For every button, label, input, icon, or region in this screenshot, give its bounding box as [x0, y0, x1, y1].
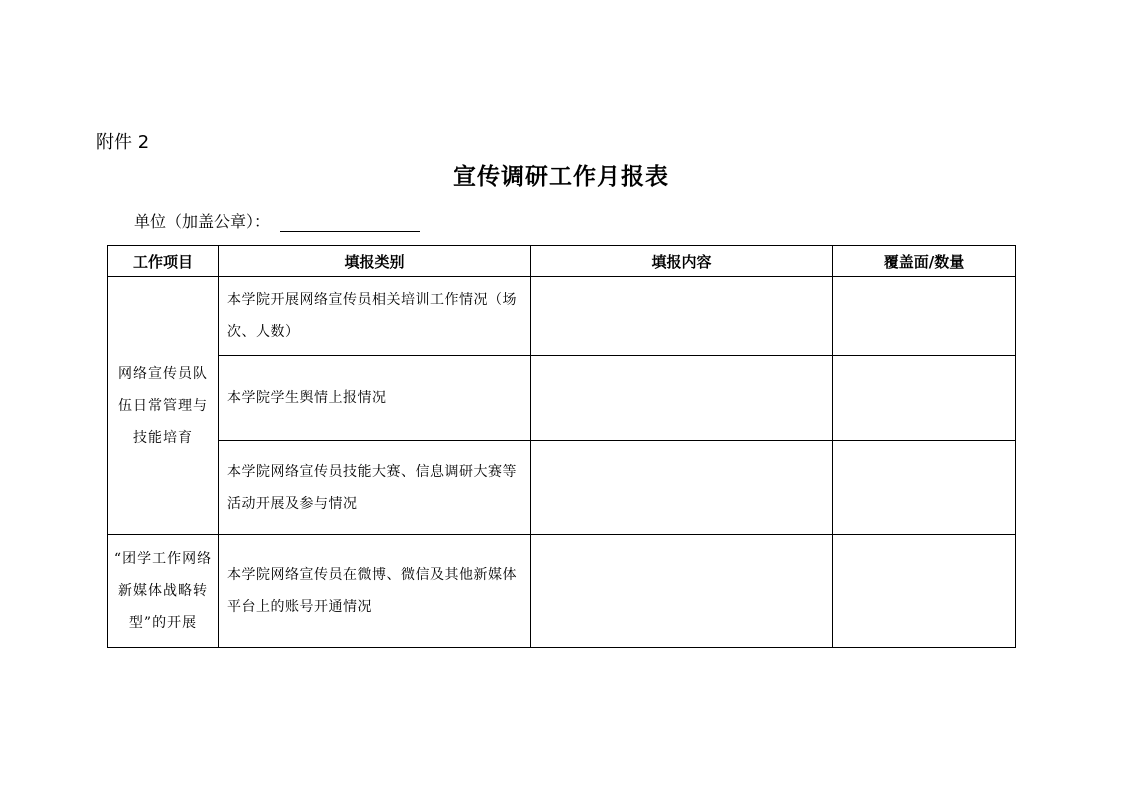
- project-text: “团学工作网络新媒体战略转型”的开展: [113, 551, 213, 631]
- content-cell: [531, 535, 833, 648]
- header-content: 填报内容: [531, 246, 833, 277]
- coverage-cell: [833, 356, 1016, 441]
- category-text: 本学院网络宣传员技能大赛、信息调研大赛等活动开展及参与情况: [227, 463, 517, 512]
- header-project: 工作项目: [108, 246, 219, 277]
- page-title: 宣传调研工作月报表: [453, 163, 669, 190]
- content-cell: [531, 277, 833, 356]
- table-row: [108, 277, 1016, 356]
- project-text: 网络宣传员队伍日常管理与技能培育: [118, 365, 208, 446]
- unit-line: [134, 209, 420, 232]
- report-table: [107, 245, 1016, 648]
- table-row: [108, 535, 1016, 648]
- table-row: [108, 356, 1016, 441]
- category-cell: [219, 441, 531, 535]
- coverage-cell: [833, 277, 1016, 356]
- category-cell: [219, 356, 531, 441]
- content-cell: [531, 441, 833, 535]
- content-cell: [531, 356, 833, 441]
- coverage-cell: [833, 441, 1016, 535]
- category-text: 本学院网络宣传员在微博、微信及其他新媒体平台上的账号开通情况: [227, 567, 517, 615]
- header-category: 填报类别: [219, 246, 531, 277]
- project-cell: [108, 535, 219, 648]
- category-cell: [219, 277, 531, 356]
- table-row: [108, 441, 1016, 535]
- category-text: 本学院学生舆情上报情况: [227, 390, 387, 406]
- unit-label: 单位（加盖公章）：: [134, 212, 271, 231]
- category-text: 本学院开展网络宣传员相关培训工作情况（场次、人数）: [227, 292, 517, 340]
- attachment-label: 附件 2: [96, 132, 150, 153]
- table-header-row: [108, 246, 1016, 277]
- header-coverage: 覆盖面/数量: [833, 246, 1016, 277]
- category-cell: [219, 535, 531, 648]
- project-cell: [108, 277, 219, 535]
- coverage-cell: [833, 535, 1016, 648]
- unit-blank-field: [280, 211, 420, 232]
